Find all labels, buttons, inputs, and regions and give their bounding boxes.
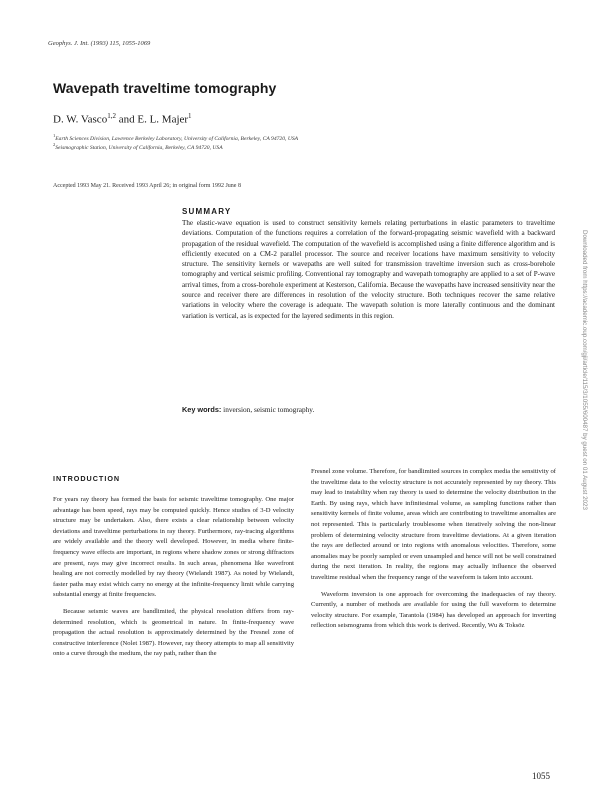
affiliation-1-number: 1 <box>53 133 56 138</box>
keywords <box>182 405 314 414</box>
intro-paragraph-2: Because seismic waves are bandlimited, the physical resolution differs from ray-determined resolution, which is geometrical in nature. In finite-frequency wave propagation the actual resolution is approximately determined by the Fresnel zone of constructive interference (Nolet 1987). However, ray theory attempts to map all sensitivity onto a curve through the medium, the ray path, rather than the <box>53 607 294 658</box>
intro-paragraph-3: Fresnel zone volume. Therefore, for bandlimited sources in complex media the sensitivity of the traveltime data to the velocity structure is not accurately represented by ray theory. This may lead to instability when ray theory is used to determine the velocity distribution in the Earth. By using rays, which have infinitesimal volume, as sampling functions rather than sensitivity kernels of finite volume, areas which are contributing to traveltime anomalies are not represented. This is particularly troublesome when iteratively solving the non-linear problem of determining velocity structure from traveltime deviations. At a given iteration the rays are deflected around or into regions with anomalous velocities. Therefore, some anomalies may be poorly sampled or even unsampled and hence will not be well constrained during the next iteration. In reality, the regions may actually influence the observed traveltime residual when the frequency range of the waveform is taken into account. <box>311 468 556 581</box>
author-conjunction: and <box>115 113 138 126</box>
page-number: 1055 <box>532 771 550 781</box>
intro-paragraph-4: Waveform inversion is one approach for overcoming the inadequacies of ray theory. Currently, a number of methods are available for using the full waveform to determine velocity structure. For example, Tarantola (1984) has developed an approach for inverting reflection seismograms from which this work is derived. Recently, Wu & Toksöz <box>311 590 556 630</box>
affiliation-1-text: Earth Sciences Division, Lawrence Berkeley Laboratory, University of California, Berkeley, CA 94720, USA <box>55 135 299 142</box>
author-majer-affil: 1 <box>188 112 192 120</box>
author-vasco-affil: 1,2 <box>107 112 116 120</box>
submission-dates: Accepted 1993 May 21. Received 1993 April 26; in original form 1992 June 8 <box>53 183 241 189</box>
journal-citation: Geophys. J. Int. (1993) 115, 1055-1069 <box>48 40 151 47</box>
column-left <box>53 474 294 660</box>
keywords-list: inversion, seismic tomography. <box>221 405 315 414</box>
summary-heading: SUMMARY <box>182 207 232 216</box>
author-majer: E. L. Majer <box>137 113 189 126</box>
summary-text: The elastic-wave equation is used to construct sensitivity kernels relating perturbations in elastic parameters to traveltime deviations. Computation of the functions requires a correlation of the forward-propagating seismic wavefield with a backward propagation of the residual wavefield. The computation of the wavefield is accomplished using a finite difference algorithm and is efficiently executed on a CM-2 parallel processor. The source and receiver locations have maximum sensitivity to velocity structure. The sensitivity kernels or wavepaths are well suited for transmission traveltime inversion such as cross-borehole tomography and vertical seismic profiling. Conventional ray tomography and wavepath tomography are applied to a set of P-wave arrival times, from a cross-borehole experiment at Kesterson, California. Because the wavepaths have increased sensitivity near the source and receiver there are differences in resolution of the velocity structure. Both techniques recover the same relative variations in velocity where the coverage is adequate. The wavepath solution is more laterally continuous and the dominant variation is vertical, as is expected for the layered sediments in this region. <box>182 219 555 320</box>
paper-title: Wavepath traveltime tomography <box>53 80 277 96</box>
keywords-label: Key words: <box>182 405 222 414</box>
introduction-heading: INTRODUCTION <box>53 474 121 483</box>
column-right <box>311 467 556 632</box>
download-watermark: Downloaded from https://academic.oup.com/gji/article/115/3/1055/600487 by guest on 01 August 2023 <box>581 230 588 510</box>
affiliation-2 <box>53 141 483 152</box>
author-line <box>53 112 192 126</box>
affiliation-2-text: Seismographic Station, University of California, Berkeley, CA 94720, USA <box>55 144 223 151</box>
author-vasco: D. W. Vasco <box>53 113 108 126</box>
affiliation-2-number: 2 <box>53 142 56 147</box>
intro-paragraph-1: For years ray theory has formed the basis for seismic traveltime tomography. One major advantage has been speed, rays may be computed quickly. Hence studies of 3-D velocity structure may be undertaken. Also, there exists a clear relationship between velocity deviations and traveltime perturbations in ray theory. Furthermore, ray-tracing algorithms are widely available and the theory well developed. However, in media where finite-frequency wave effects are important, in regions where shadow zones or strong diffractors are present, rays may give incorrect results. In such areas, phenomena like wavefront healing are not correctly modelled by ray theory (Wielandt 1987). As noted by Wielandt, faster paths may exist which carry no energy at the infinite-frequency limit while carrying substantial energy at finite frequencies. <box>53 496 294 599</box>
